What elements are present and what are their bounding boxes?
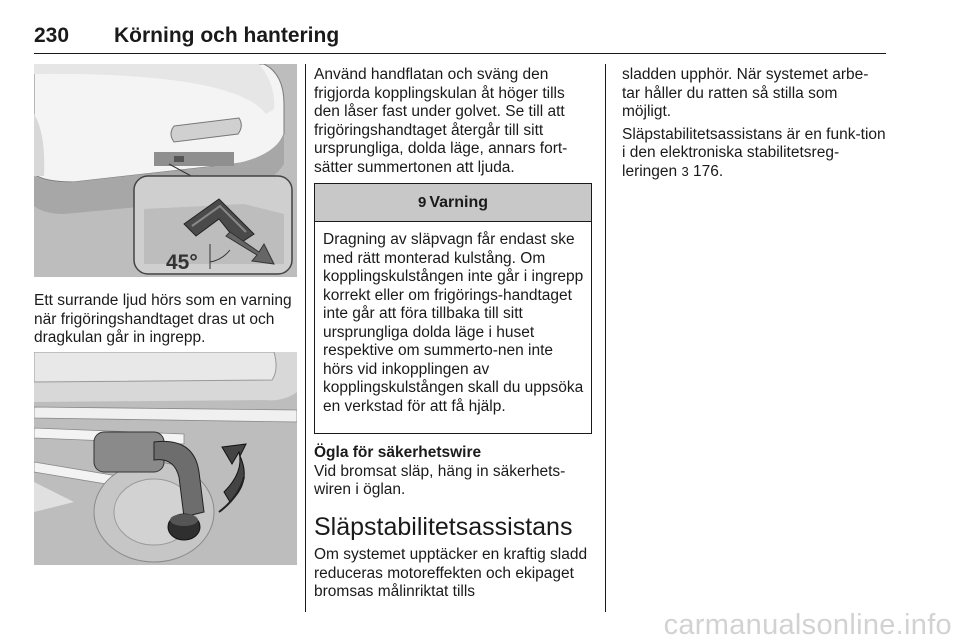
page-number: 230 xyxy=(34,24,70,47)
warning-header xyxy=(315,184,591,222)
page-reference-icon: 3 xyxy=(681,163,689,179)
safety-wire-section xyxy=(314,444,596,500)
right-paragraph-1: sladden upphör. När systemet arbe-tar håller du ratten så stilla som möjligt. xyxy=(622,66,869,121)
warning-text: Dragning av släpvagn får endast ske med rätt monterad kulstång. Om kopplingskulstången inte går i ingrepp korrekt eller om frigörings-handtaget inte går att föra tillbaka till sitt ursprungliga dolda läge i huset respektive om summerto-nen inte hörs vid inkopplingen av kopplingskulstången skall du uppsöka en verkstad för att få hjälp. xyxy=(323,231,584,415)
stability-text: Om systemet upptäcker en kraftig sladd reduceras motoreffekten och ekipaget bromsas målinriktat tills xyxy=(314,546,588,601)
figure-tow-ball xyxy=(34,352,297,565)
figure-release-handle xyxy=(34,64,297,277)
right-paragraph-2 xyxy=(622,126,886,182)
angle-label: 45° xyxy=(166,251,198,274)
warning-icon: 9 xyxy=(417,194,427,211)
stability-heading: Släpstabilitetsassistans xyxy=(314,513,573,541)
figure-caption: Ett surrande ljud hörs som en varning när frigöringshandtaget dras ut och dragkulan går in ingrepp. xyxy=(34,292,292,347)
warning-title: Varning xyxy=(429,193,489,211)
warning-box xyxy=(314,183,592,434)
tow-ball-illustration xyxy=(34,352,297,565)
safety-wire-text: Vid bromsat släp, häng in säkerhets-wiren i öglan. xyxy=(314,462,566,499)
release-handle-illustration xyxy=(34,64,297,277)
column-divider-right xyxy=(605,64,606,612)
column-divider-left xyxy=(305,64,306,612)
page-reference-link[interactable]: 176. xyxy=(693,162,724,180)
page-header xyxy=(34,20,886,54)
right-column xyxy=(622,66,886,186)
watermark: carmanualsonline.info xyxy=(663,609,952,641)
chapter-title: Körning och hantering xyxy=(114,24,340,47)
intro-paragraph: Använd handflatan och sväng den frigjorda kopplingskulan åt höger tills den låser fast under golvet. Se till att frigöringshandtaget återgår till sitt ursprungliga, dolda läge, annars fort-sätter summertonen att ljuda. xyxy=(314,66,568,176)
safety-wire-heading: Ögla för säkerhetswire xyxy=(314,444,482,461)
right-paragraph-2-text: Släpstabilitetsassistans är en funk-tion i den elektroniska stabilitetsreg-leringen xyxy=(622,125,886,180)
